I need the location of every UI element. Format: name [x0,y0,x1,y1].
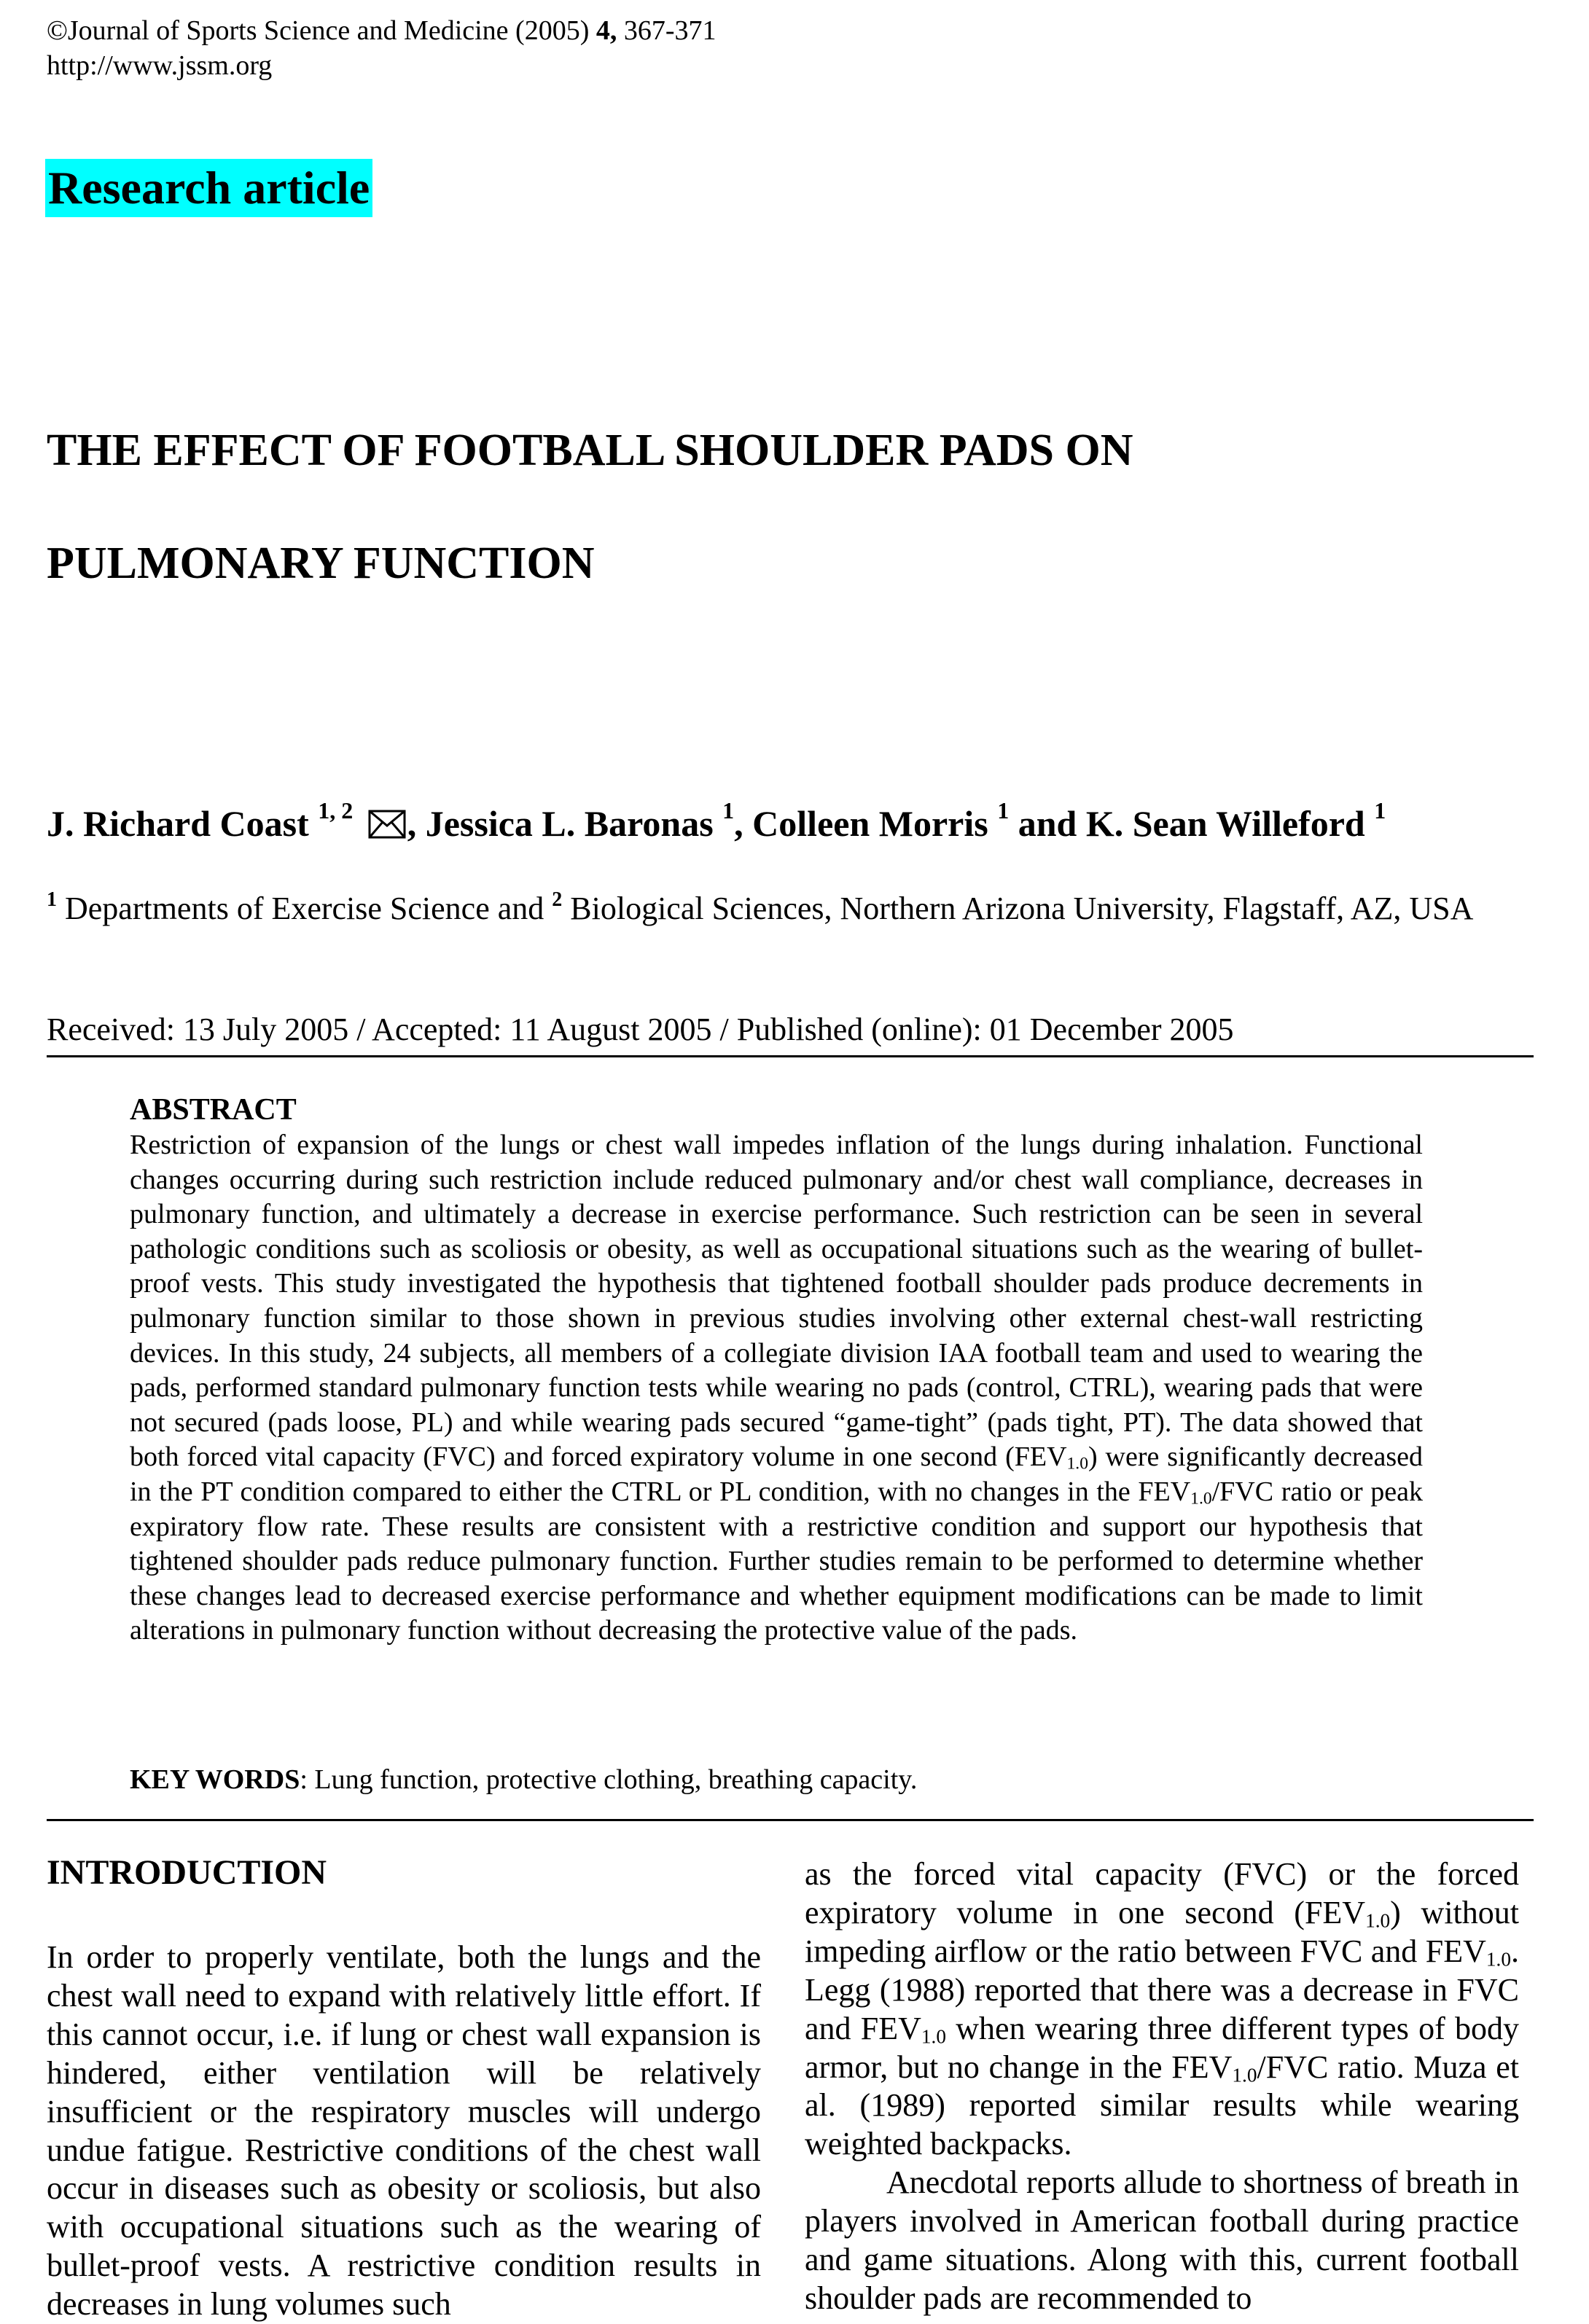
author-separator: , [407,803,426,844]
journal-url[interactable]: http://www.jssm.org [47,50,273,81]
keywords: KEY WORDS: Lung function, protective clothing, breathing capacity. [130,1764,918,1795]
article-title-line-2: PULMONARY FUNCTION [47,539,595,588]
article-type-badge: Research article [45,159,372,217]
publication-dates: Received: 13 July 2005 / Accepted: 11 August 2005 / Published (online): 01 December 2005 [47,1012,1234,1047]
author-separator: and [1009,803,1086,844]
article-title-line-1: THE EFFECT OF FOOTBALL SHOULDER PADS ON [47,426,1133,475]
divider [47,1055,1534,1057]
author-affiliation-sup: 1 [997,797,1010,823]
affiliation: $^1$ Departments of Exercise Science and $^2$ Biological Sciences, Northern Arizona University, Flagstaff, AZ, USA [47,888,1474,926]
divider [47,1819,1534,1821]
author-affiliation-sup: 1 [1374,797,1386,823]
author-separator: , [734,803,753,844]
abstract-heading: ABSTRACT [130,1093,297,1127]
author-name: Jessica L. Baronas [425,803,714,844]
abstract-text: Restriction of expansion of the lungs or chest wall impedes inflation of the lungs during inhalation. Functional changes occurring during such restriction include reduced pulmonary and/or chest wall compliance, decreases in pulmonary function, and ultimately a decrease in exercise performance. Such restriction can be seen in several pathologic conditions such as scoliosis or obesity, as well as occupational situations such as the wearing of bullet-proof vests. This study investigated the hypothesis that tightened football shoulder pads produce decrements in pulmonary function similar to those shown in previous studies involving other external chest-wall restricting devices. In this study, 24 subjects, all members of a collegiate division IAA football team and used to wearing the pads, performed standard pulmonary function tests while wearing no pads (control, CTRL), wearing pads that were not secured (pads loose, PL) and while wearing pads secured “game-tight” (pads tight, PT). The data showed that both forced vital capacity (FVC) and forced expiratory volume in one second $(FEV_{1.0})$ were significantly decreased in the PT condition compared to either the CTRL or PL condition, with no changes in the $FEV_{1.0}$/FVC ratio or peak expiratory flow rate. These results are consistent with a restrictive condition and support our hypothesis that tightened shoulder pads reduce pulmonary function. Further studies remain to be performed to determine whether these changes lead to decreased exercise performance and whether equipment modifications can be made to limit alterations in pulmonary function without decreasing the protective value of the pads. [130,1130,1423,1646]
author-list [47,798,1386,849]
author-affiliation-sup: 1, 2 [318,797,354,823]
paragraph: Anecdotal reports allude to shortness of breath in players involved in American football during practice and game situations. Along with this, current football shoulder pads are recommended to [805,2164,1519,2316]
section-heading-introduction: INTRODUCTION [47,1853,327,1892]
envelope-icon[interactable] [368,810,406,839]
author-name: J. Richard Coast [47,803,309,844]
body-text-column-2 [805,1855,1519,2318]
body-text-column-1: In order to properly ventilate, both the lungs and the chest wall need to expand with relatively little effort. If this cannot occur, i.e. if lung or chest wall expansion is hindered, either ventilation will be relatively insufficient or the respiratory muscles will undergo undue fatigue. Restrictive conditions of the chest wall occur in diseases such as obesity or scoliosis, but also with occupational situations such as the wearing of bullet-proof vests. A restrictive condition results in decreases in lung volumes such [47,1939,761,2323]
author-name: Colleen Morris [752,803,988,844]
author-name: K. Sean Willeford [1085,803,1365,844]
author-affiliation-sup: 1 [722,797,735,823]
paragraph: as the forced vital capacity (FVC) or the forced expiratory volume in one second $(FEV_{1.0})$ without impeding airflow or the ratio between FVC and $FEV_{1.0}$. Legg (1988) reported that there was a decrease in FVC and $FEV_{1.0}$ when wearing three different types of body armor, but no change in the $FEV_{1.0}$/FVC ratio. Muza et al. (1989) reported similar results while wearing weighted backpacks. [805,1856,1519,2162]
journal-citation: ©Journal of Sports Science and Medicine (2005) 4, 367-371 [47,15,717,46]
